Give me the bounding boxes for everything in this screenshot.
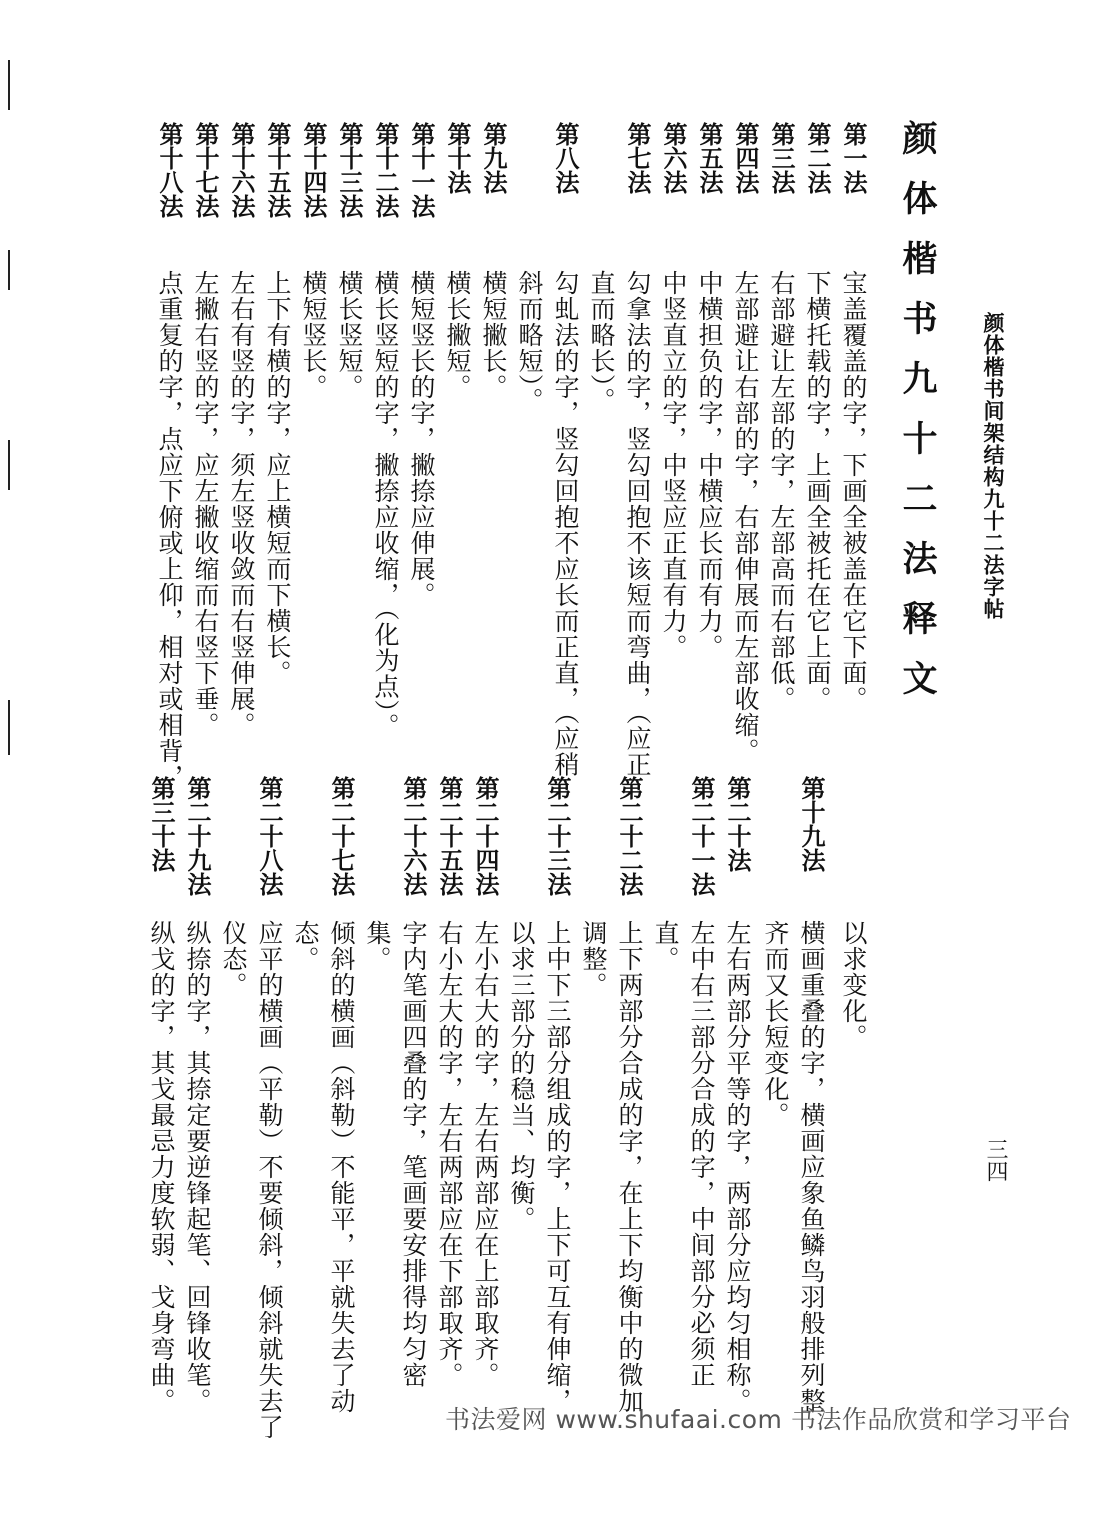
rule-text-28-cont: 仪态。 <box>219 920 248 998</box>
rule-text-7-cont: 直而略长）。 <box>587 270 616 414</box>
scan-edge-mark <box>8 700 10 755</box>
rule-name-5: 第五法 <box>695 122 723 194</box>
rule-text-21: 左中右三部分合成的字，中间部分必须正 <box>687 920 716 1388</box>
rule-name-29: 第二十九法 <box>183 776 211 896</box>
rule-text-6: 中竖直立的字，中竖应正直有力。 <box>659 270 688 660</box>
rule-text-19: 横画重叠的字，横画应象鱼鳞鸟羽般排列整 <box>797 920 826 1414</box>
rule-text-30: 纵戈的字，其戈最忌力度软弱、戈身弯曲。 <box>147 920 176 1414</box>
rule-text-22-cont: 调整。 <box>579 920 608 998</box>
rule-name-15: 第十五法 <box>263 122 291 218</box>
rule-name-21: 第二十一法 <box>687 776 715 896</box>
rule-name-4: 第四法 <box>731 122 759 194</box>
rule-name-27: 第二十七法 <box>327 776 355 896</box>
page-number: 三四 <box>983 1138 1008 1182</box>
rule-name-18: 第十八法 <box>155 122 183 218</box>
rule-name-28: 第二十八法 <box>255 776 283 896</box>
rule-text-28: 应平的横画（平勒）不要倾斜，倾斜就失去了 <box>255 920 284 1440</box>
rule-name-8: 第八法 <box>551 122 579 194</box>
book-header: 颜体楷书间架结构九十二法字帖 <box>981 312 1005 620</box>
scan-edge-mark <box>8 60 10 110</box>
scan-edge-mark <box>8 250 10 290</box>
site-watermark: 书法爱网 www.shufaai.com 书法作品欣赏和学习平台 <box>445 1405 1072 1434</box>
rule-text-18: 点重复的字，点应下俯或上仰，相对或相背， <box>155 270 184 790</box>
rule-text-4: 左部避让右部的字，右部伸展而左部收缩。 <box>731 270 760 764</box>
rule-name-10: 第十法 <box>443 122 471 194</box>
rule-name-1: 第一法 <box>839 122 867 194</box>
rule-text-24: 左小右大的字，左右两部应在上部取齐。 <box>471 920 500 1388</box>
rule-name-11: 第十一法 <box>407 122 435 218</box>
rule-name-7: 第七法 <box>623 122 651 194</box>
rule-name-20: 第二十法 <box>723 776 751 872</box>
page-title: 颜体楷书九十二法释文 <box>897 120 937 720</box>
rule-text-22: 上下两部分合成的字，在上下均衡中的微加 <box>615 920 644 1414</box>
rule-text-14: 横短竖长。 <box>299 270 328 400</box>
rule-text-2: 下横托载的字，上画全被托在它上面。 <box>803 270 832 712</box>
rule-text-21-cont: 直。 <box>651 920 680 972</box>
rule-name-9: 第九法 <box>479 122 507 194</box>
rule-name-25: 第二十五法 <box>435 776 463 896</box>
rule-name-19: 第十九法 <box>797 776 825 872</box>
rule-text-7: 勾拿法的字，竖勾回抱不该短而弯曲，（应正 <box>623 270 652 778</box>
rule-name-12: 第十二法 <box>371 122 399 218</box>
scan-edge-mark <box>8 440 10 490</box>
rule-text-5: 中横担负的字，中横应长而有力。 <box>695 270 724 660</box>
rule-text-1: 宝盖覆盖的字，下画全被盖在它下面。 <box>839 270 868 712</box>
rule-text-15: 上下有横的字，应上横短而下横长。 <box>263 270 292 686</box>
rule-name-13: 第十三法 <box>335 122 363 218</box>
rule-text-27: 倾斜的横画（斜勒）不能平，平就失去了动 <box>327 920 356 1414</box>
rule-text-20: 左右两部分平等的字，两部分应均匀相称。 <box>723 920 752 1414</box>
rule-name-24: 第二十四法 <box>471 776 499 896</box>
rule-name-23: 第二十三法 <box>543 776 571 896</box>
rule-name-26: 第二十六法 <box>399 776 427 896</box>
rule-text-23-cont: 以求三部分的稳当、均衡。 <box>507 920 536 1232</box>
rule-name-6: 第六法 <box>659 122 687 194</box>
rule-text-10: 横长撇短。 <box>443 270 472 400</box>
rule-name-14: 第十四法 <box>299 122 327 218</box>
rule-text-11: 横短竖长的字，撇捺应伸展。 <box>407 270 436 608</box>
rule-text-3: 右部避让左部的字，左部高而右部低。 <box>767 270 796 712</box>
rule-name-30: 第三十法 <box>147 776 175 872</box>
rule-text-13: 横长竖短。 <box>335 270 364 400</box>
rule-text-17: 左撇右竖的字，应左撇收缩而右竖下垂。 <box>191 270 220 738</box>
rule-text-16: 左右有竖的字，须左竖收敛而右竖伸展。 <box>227 270 256 738</box>
rule-text-23: 上中下三部分组成的字，上下可互有伸缩， <box>543 920 572 1414</box>
rule-name-17: 第十七法 <box>191 122 219 218</box>
rule-name-2: 第二法 <box>803 122 831 194</box>
rule-text-25: 右小左大的字，左右两部应在下部取齐。 <box>435 920 464 1388</box>
rule-text-19-cont: 齐而又长短变化。 <box>761 920 790 1128</box>
rule-name-22: 第二十二法 <box>615 776 643 896</box>
rule-text-8-cont: 斜而略短）。 <box>515 270 544 414</box>
rule-name-3: 第三法 <box>767 122 795 194</box>
rule-text-26-cont: 集。 <box>363 920 392 972</box>
rule-text-18-cont: 以求变化。 <box>839 920 868 1050</box>
rule-name-16: 第十六法 <box>227 122 255 218</box>
rule-text-9: 横短撇长。 <box>479 270 508 400</box>
rule-text-27-cont: 态。 <box>291 920 320 972</box>
rule-text-29: 纵捺的字，其捺定要逆锋起笔、回锋收笔。 <box>183 920 212 1414</box>
rule-text-12: 横长竖短的字，撇捺应收缩，（化为点）。 <box>371 270 400 739</box>
rule-text-8: 勾虬法的字，竖勾回抱不应长而正直，（应稍 <box>551 270 580 778</box>
rule-text-26: 字内笔画四叠的字，笔画要安排得均匀密 <box>399 920 428 1388</box>
